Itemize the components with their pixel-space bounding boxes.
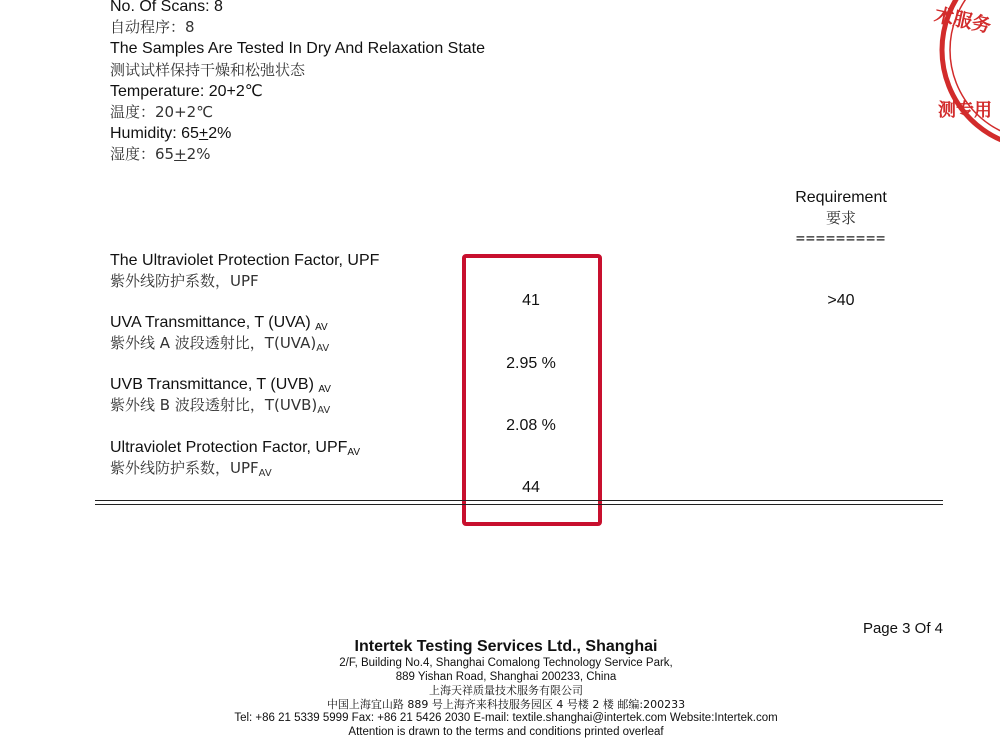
label-en: The Ultraviolet Protection Factor, UPF	[110, 252, 380, 269]
footer-address-1: 2/F, Building No.4, Shanghai Comalong Technology Service Park,	[339, 657, 673, 669]
condition-line: The Samples Are Tested In Dry And Relaxation State	[110, 40, 486, 58]
humidity-line	[110, 123, 485, 144]
humidity-suffix: 2%	[208, 125, 232, 143]
condition-line: 自动程序：8	[110, 18, 195, 37]
label-sub: AV	[316, 343, 330, 354]
label-sub: AV	[317, 405, 331, 416]
table-end-rule	[95, 504, 943, 505]
value-uvb: 2.08 %	[506, 417, 556, 434]
value-upf-av: 44	[522, 479, 540, 496]
label-cn: 紫外线防护系数，UPF	[110, 272, 259, 290]
humidity-prefix: Humidity: 65	[110, 125, 199, 143]
test-conditions	[110, 0, 485, 166]
value-upf: 41	[522, 292, 540, 309]
condition-line: 温度：20+2℃	[110, 102, 214, 121]
label-en: UVB Transmittance, T (UVB)	[110, 376, 319, 393]
label-sub: AV	[318, 384, 331, 395]
footer-contact: Tel: +86 21 5339 5999 Fax: +86 21 5426 2030 E-mail: textile.shanghai@intertek.com Website:Intertek.com	[234, 712, 778, 724]
humidity-cn-pm: +	[174, 145, 187, 164]
humidity-cn-prefix: 湿度：65	[110, 145, 175, 164]
label-en: UVA Transmittance, T (UVA)	[110, 314, 316, 331]
svg-text:术服务: 术服务	[932, 3, 993, 38]
requirement-upf: >40	[827, 292, 855, 309]
label-cn: 紫外线防护系数，UPF	[110, 459, 259, 477]
footer-address-2: 889 Yishan Road, Shanghai 200233, China	[395, 671, 617, 683]
humidity-pm: +	[198, 125, 209, 143]
row-label-upf-cn	[110, 271, 259, 297]
highlight-box	[462, 254, 602, 526]
row-label-upf-av-cn	[110, 458, 272, 484]
footer-company: Intertek Testing Services Ltd., Shanghai	[354, 638, 658, 655]
label-en: Ultraviolet Protection Factor, UPF	[110, 439, 348, 456]
requirement-header	[776, 187, 906, 250]
label-sub: AV	[315, 322, 328, 333]
condition-line: Temperature: 20+2℃	[110, 82, 263, 100]
humidity-line-cn	[110, 144, 485, 165]
requirement-title: Requirement	[795, 189, 887, 206]
label-cn: 紫外线 A 波段透射比，T(UVA)	[110, 334, 317, 352]
page-number: Page 3 Of 4	[862, 620, 943, 637]
label-sub: AV	[347, 447, 361, 458]
footer-notice: Attention is drawn to the terms and conditions printed overleaf	[348, 726, 664, 738]
row-label-uvb-cn	[110, 395, 330, 421]
footer-address-cn: 中国上海宜山路 889 号上海齐来科技服务园区 4 号楼 2 楼 邮编:200233	[326, 698, 686, 711]
condition-line: 测试试样保持干燥和松弛状态	[110, 60, 306, 79]
label-cn: 紫外线 B 波段透射比，T(UVB)	[110, 396, 318, 414]
svg-text:测专用: 测专用	[938, 100, 992, 121]
humidity-cn-suffix: 2%	[186, 145, 211, 164]
requirement-title-cn: 要求	[825, 209, 856, 227]
official-stamp	[930, 0, 1000, 170]
value-uva: 2.95 %	[506, 355, 556, 372]
requirement-rule: =========	[795, 229, 887, 247]
label-sub: AV	[258, 468, 272, 479]
row-label-uva-cn	[110, 333, 329, 359]
condition-line: No. Of Scans: 8	[110, 0, 223, 15]
table-end-rule	[95, 500, 943, 501]
footer-company-cn: 上海天祥质量技术服务有限公司	[429, 684, 583, 697]
